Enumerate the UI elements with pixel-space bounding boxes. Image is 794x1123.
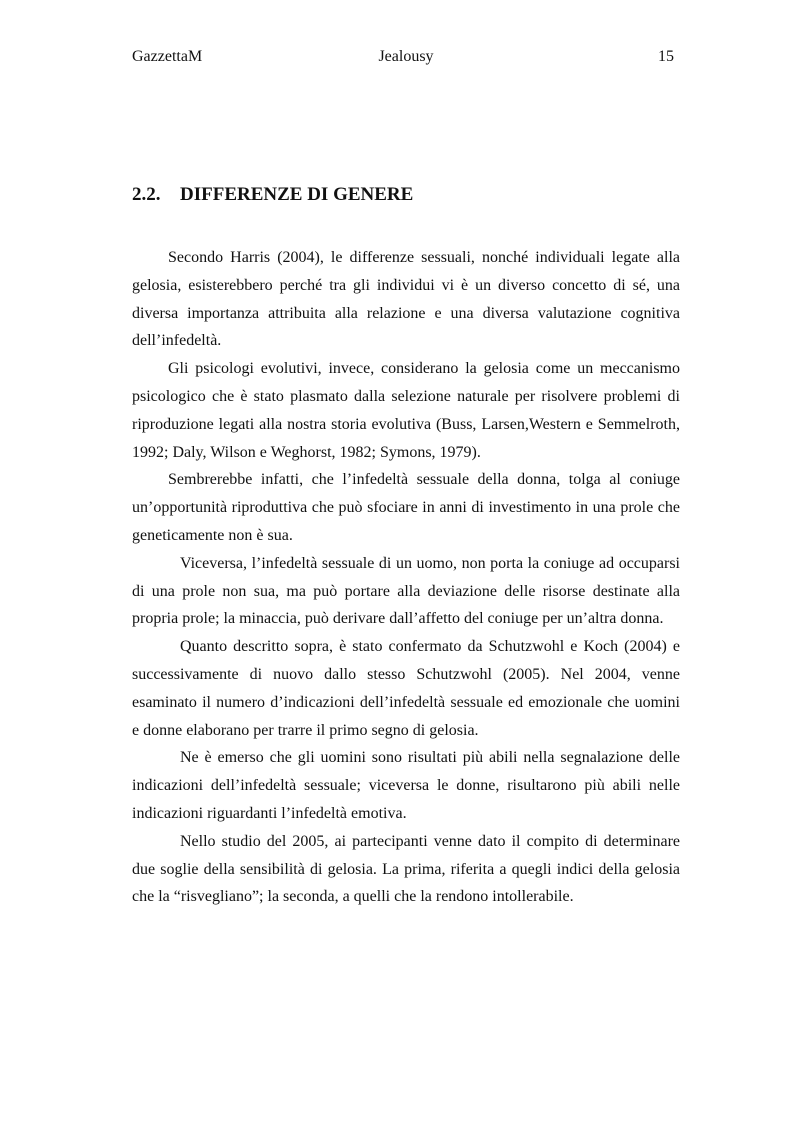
section-number: 2.2.: [132, 184, 161, 205]
running-header: [132, 46, 680, 68]
paragraph: Nello studio del 2005, ai partecipanti venne dato il compito di determinare due soglie della sensibilità di gelosia. La prima, riferita a quegli indici della gelosia che la “risvegliano”; la seconda, a quelli che la rendono intollerabile.: [132, 832, 680, 906]
header-title: Jealousy: [378, 48, 434, 65]
paragraph: Gli psicologi evolutivi, invece, considerano la gelosia come un meccanismo psicologico che è stato plasmato dalla selezione naturale per risolvere problemi di riproduzione legati alla nostra storia evolutiva (Buss, Larsen,Western e Semmelroth, 1992; Daly, Wilson e Weghorst, 1982; Symons, 1979).: [132, 360, 680, 461]
header-journal-name: GazzettaM: [132, 48, 203, 65]
paragraph: Quanto descritto sopra, è stato confermato da Schutzwohl e Koch (2004) e successivamente di nuovo dallo stesso Schutzwohl (2005). Nel 2004, venne esaminato il numero d’indicazioni dell’infedeltà sessuale ed emozionale che uomini e donne elaborano per trarre il primo segno di gelosia.: [132, 638, 680, 739]
body-text: [132, 244, 680, 911]
paragraph: Secondo Harris (2004), le differenze sessuali, nonché individuali legate alla gelosia, esisterebbero perché tra gli individui vi è un diverso concetto di sé, una diversa importanza attribuita alla relazione e una diversa valutazione cognitiva dell’infedeltà.: [132, 249, 680, 350]
page-number: 15: [658, 48, 674, 65]
section-heading: [132, 182, 413, 208]
paragraph: Viceversa, l’infedeltà sessuale di un uomo, non porta la coniuge ad occuparsi di una prole non sua, ma può portare alla deviazione delle risorse destinate alla propria prole; la minaccia, può derivare dall’affetto del coniuge per un’altra donna.: [132, 554, 680, 628]
paragraph: Sembrerebbe infatti, che l’infedeltà sessuale della donna, tolga al coniuge un’opportunità riproduttiva che può sfociare in anni di investimento in una prole che geneticamente non è sua.: [132, 471, 680, 544]
paragraph: Ne è emerso che gli uomini sono risultati più abili nella segnalazione delle indicazioni dell’infedeltà sessuale; viceversa le donne, risultarono più abili nelle indicazioni riguardanti l’infedeltà emotiva.: [132, 749, 680, 822]
section-title: DIFFERENZE DI GENERE: [180, 184, 414, 205]
